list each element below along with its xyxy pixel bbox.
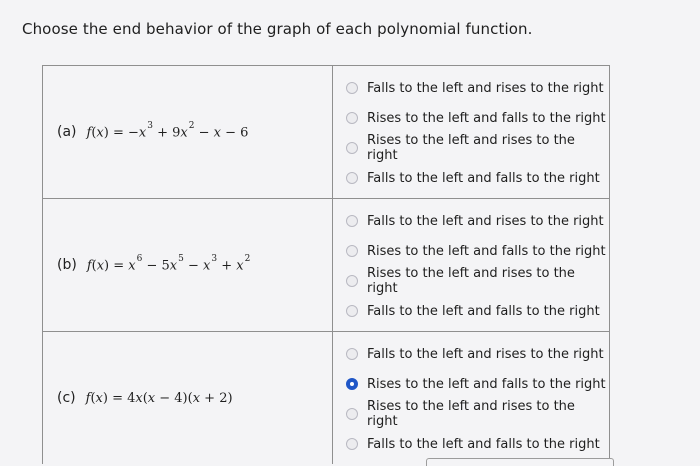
option-label: Rises to the left and falls to the right <box>367 243 606 259</box>
question-label: (b) <box>57 257 77 273</box>
radio-button[interactable] <box>346 305 358 317</box>
radio-button[interactable] <box>346 378 358 390</box>
option-label: Falls to the left and rises to the right <box>367 346 604 362</box>
radio-button[interactable] <box>346 438 358 450</box>
option-c-2[interactable] <box>333 369 609 399</box>
option-label: Falls to the left and falls to the right <box>367 303 600 319</box>
question-row-a <box>43 66 609 199</box>
question-label: (c) <box>57 390 76 406</box>
answer-options-b <box>333 199 609 331</box>
radio-button[interactable] <box>346 142 358 154</box>
option-b-2[interactable] <box>333 236 609 266</box>
radio-button[interactable] <box>346 408 358 420</box>
question-table <box>42 65 610 464</box>
radio-button[interactable] <box>346 275 358 287</box>
radio-button[interactable] <box>346 82 358 94</box>
option-label: Rises to the left and falls to the right <box>367 376 606 392</box>
answer-options-c <box>333 332 609 464</box>
question-cell-a <box>43 66 333 198</box>
question-row-b <box>43 199 609 332</box>
option-label: Falls to the left and falls to the right <box>367 170 600 186</box>
question-row-c <box>43 332 609 464</box>
function-expression-b: $f(x) = x^6 - 5x^5 - x^3 + x^2$ <box>86 253 251 274</box>
question-cell-b <box>43 199 333 331</box>
function-expression-c: f(x) = 4x(x − 4)(x + 2) <box>85 390 233 406</box>
option-a-1[interactable] <box>333 73 609 103</box>
option-label: Falls to the left and rises to the right <box>367 213 604 229</box>
radio-button[interactable] <box>346 112 358 124</box>
question-cell-c <box>43 332 333 464</box>
option-label: Rises to the left and rises to the right <box>367 266 575 296</box>
option-c-1[interactable] <box>333 339 609 369</box>
question-label: (a) <box>57 124 77 140</box>
option-label: Rises to the left and rises to the right <box>367 399 575 429</box>
option-c-4[interactable] <box>333 429 609 459</box>
option-label: Rises to the left and rises to the right <box>367 133 575 163</box>
option-label: Rises to the left and falls to the right <box>367 110 606 126</box>
option-a-4[interactable] <box>333 163 609 193</box>
instruction-text: Choose the end behavior of the graph of each polynomial function. <box>22 20 533 38</box>
option-c-3[interactable] <box>333 399 609 429</box>
radio-button[interactable] <box>346 245 358 257</box>
option-a-2[interactable] <box>333 103 609 133</box>
option-b-4[interactable] <box>333 296 609 326</box>
function-expression-a: $f(x) = -x^3 + 9x^2 - x - 6$ <box>86 120 249 141</box>
option-label: Falls to the left and rises to the right <box>367 80 604 96</box>
radio-button[interactable] <box>346 172 358 184</box>
radio-button[interactable] <box>346 215 358 227</box>
option-label: Falls to the left and falls to the right <box>367 436 600 452</box>
answer-options-a <box>333 66 609 198</box>
option-b-3[interactable] <box>333 266 609 296</box>
radio-button[interactable] <box>346 348 358 360</box>
option-b-1[interactable] <box>333 206 609 236</box>
option-a-3[interactable] <box>333 133 609 163</box>
